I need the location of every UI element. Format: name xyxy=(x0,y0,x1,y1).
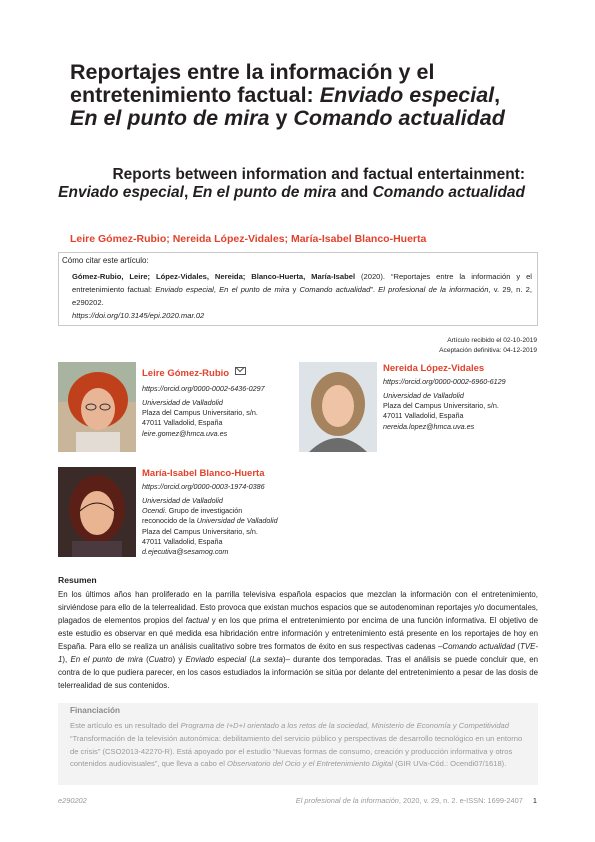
orcid-link[interactable]: https://orcid.org/0000-0003-1974-0386 xyxy=(142,482,265,491)
author-name: Leire Gómez-Rubio xyxy=(142,368,230,379)
research-group: Ocendi. Grupo de investigación xyxy=(142,506,243,516)
doi-link[interactable]: https://doi.org/10.3145/epi.2020.mar.02 xyxy=(72,311,205,320)
address-line: 47011 Valladolid, España xyxy=(142,418,223,428)
article-dates xyxy=(439,336,537,355)
author-card-2 xyxy=(383,363,543,432)
research-group: reconocido de la Universidad de Valladolid xyxy=(142,516,278,526)
portrait-nereida-image xyxy=(299,362,377,452)
author-separator: ; xyxy=(284,233,289,245)
citation-text: Gómez-Rubio, Leire; López-Vidales, Nereida; Blanco-Huerta, María-Isabel (2020). “Reportajes entre la información y el entretenimiento factual: Enviado especial, En el punto de mira y Comando actualidad”. El profesional de la información, v. 29, n. 2, e290202. https://doi.org/10.3145/epi.2020.mar.02 xyxy=(72,272,532,320)
portrait-maria-isabel-image xyxy=(58,467,136,557)
journal-footer: El profesional de la información, 2020, v. 29, n. 2. e-ISSN: 1699-2407 1 xyxy=(295,796,537,805)
abstract-heading: Resumen xyxy=(58,575,97,585)
author-link[interactable]: Nereida López-Vidales xyxy=(172,233,285,245)
funding-heading: Financiación xyxy=(70,706,121,715)
address-line: Plaza del Campus Universitario, s/n. xyxy=(142,408,258,418)
address-line: Plaza del Campus Universitario, s/n. xyxy=(383,401,499,411)
institution: Universidad de Valladolid xyxy=(142,496,223,505)
author-separator: ; xyxy=(166,233,170,245)
author-link[interactable]: Leire Gómez-Rubio xyxy=(70,233,167,245)
email-link[interactable]: leire.gomez@hmca.uva.es xyxy=(142,428,228,438)
received-date: Artículo recibido el 02-10-2019 xyxy=(447,337,537,344)
author-photo xyxy=(299,362,377,452)
page-number: 1 xyxy=(532,796,537,805)
author-photo xyxy=(58,362,136,452)
title-english: Reports between information and factual entertainment: Enviado especial, En el punto de mira and Comando actualidad xyxy=(58,166,525,201)
email-link[interactable]: nereida.lopez@hmca.uva.es xyxy=(383,421,475,431)
author-name: Nereida López-Vidales xyxy=(383,363,485,374)
email-icon[interactable] xyxy=(235,367,246,375)
address-line: Plaza del Campus Universitario, s/n. xyxy=(142,526,258,536)
article-code: e290202 xyxy=(58,796,87,805)
institution: Universidad de Valladolid xyxy=(142,398,223,407)
accepted-date: Aceptación definitiva: 04-12-2019 xyxy=(439,346,537,354)
author-card-3 xyxy=(142,468,312,557)
abstract-text: En los últimos años han proliferado en la parrilla televisiva española espacios que mezclan la información con el entretenimiento, sirviéndose para ello de la telerrealidad. Esto provoca que existan muchos espacios que se autodenominan reportajes y/o documentales, plagados de elementos propios del factual y en los que prima el entretenimiento por encima de una función informativa. El objetivo de este estudio es observar en qué medida esa hibridación entre información y entretenimiento está presente en los reportajes de hoy en España. Para ello se realiza un análisis cualitativo sobre tres formatos de éxito en sus respectivas cadenas –Comando actualidad (TVE-1), En el punto de mira (Cuatro) y Enviado especial (La sexta)– durante dos temporadas. Tras el análisis se puede concluir que, en contra de lo que pudiera parecer, en los casos estudiados la información se sitúa por delante del entretenimiento a pesar de las dosis de telerrealidad de sus contenidos. xyxy=(58,590,538,690)
email-link[interactable]: d.ejecutiva@sesamog.com xyxy=(142,547,229,557)
title-spanish: Reportajes entre la información y el entretenimiento factual: Enviado especial, En el punto de mira y Comando actualidad xyxy=(70,60,505,130)
citation-label: Cómo citar este artículo: xyxy=(62,256,149,265)
institution: Universidad de Valladolid xyxy=(383,391,464,400)
author-card-1 xyxy=(142,363,312,439)
address-line: 47011 Valladolid, España xyxy=(142,536,223,546)
portrait-leire-image xyxy=(58,362,136,452)
author-link[interactable]: María-Isabel Blanco-Huerta xyxy=(290,233,427,245)
author-name: María-Isabel Blanco-Huerta xyxy=(142,468,265,479)
address-line: 47011 Valladolid, España xyxy=(383,411,464,421)
author-list xyxy=(70,233,426,245)
orcid-link[interactable]: https://orcid.org/0000-0002-6436-0297 xyxy=(142,384,265,393)
author-photo xyxy=(58,467,136,557)
funding-text: Este artículo es un resultado del Programa de I+D+I orientado a los retos de la sociedad, Ministerio de Economía y Competitividad “Transformación de la televisión autonómica: debilitamiento del servicio público y perspectivas de desarrollo tecnológico en un entorno de crisis” (CSO2013-42270-R). Está apoyado por el estudio “Nuevas formas de consumo, creación y producción informativa y otros contenidos audiovisuales”, que lleva a cabo el Observatorio del Ocio y el Entretenimiento Digital (GIR UVa-Cód.: Ocendi07/1618). xyxy=(70,721,523,769)
orcid-link[interactable]: https://orcid.org/0000-0002-6960-6129 xyxy=(383,377,506,386)
